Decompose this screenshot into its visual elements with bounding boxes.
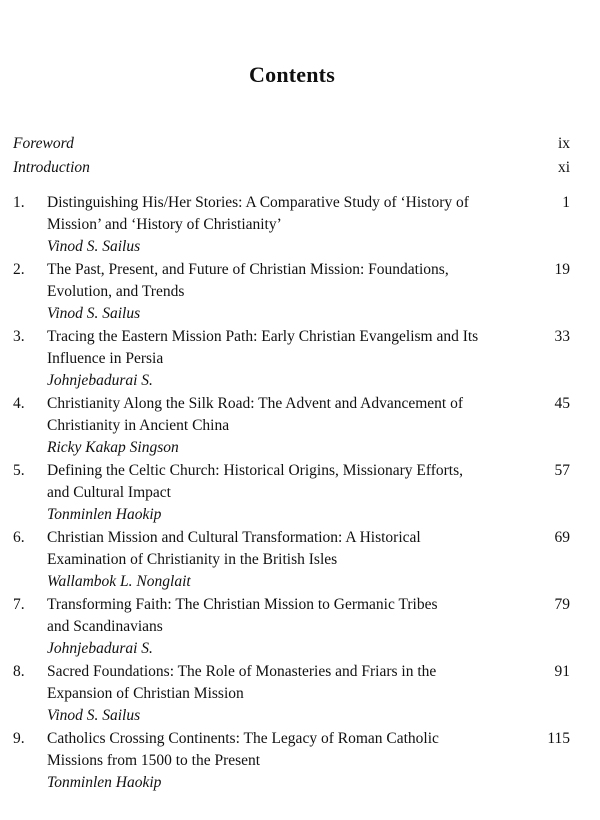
chapter-page: 19 bbox=[554, 261, 570, 278]
chapter-author: Johnjebadurai S. bbox=[47, 640, 153, 657]
chapter-title-line: The Past, Present, and Future of Christian Mission: Foundations, bbox=[47, 261, 449, 278]
toc-entry-6 bbox=[13, 527, 570, 593]
chapter-title-line: Sacred Foundations: The Role of Monasteries and Friars in the bbox=[47, 663, 437, 680]
chapter-page: 57 bbox=[554, 462, 570, 479]
chapter-number: 4. bbox=[13, 395, 25, 412]
toc-entry-9 bbox=[13, 728, 570, 794]
chapter-title-line: Christian Mission and Cultural Transformation: A Historical bbox=[47, 529, 421, 546]
toc-entry-7 bbox=[13, 594, 570, 660]
chapter-page: 1 bbox=[562, 194, 570, 211]
chapter-page: 79 bbox=[554, 596, 570, 613]
chapter-page: 45 bbox=[554, 395, 570, 412]
chapter-page: 91 bbox=[554, 663, 570, 680]
chapter-title-line: and Cultural Impact bbox=[47, 484, 171, 501]
toc-entry-8 bbox=[13, 661, 570, 727]
chapter-title-line: Examination of Christianity in the British Isles bbox=[47, 551, 338, 568]
front-matter-introduction bbox=[13, 159, 570, 181]
chapter-title-line: Evolution, and Trends bbox=[47, 283, 185, 300]
chapter-author: Tonminlen Haokip bbox=[47, 774, 162, 791]
toc-entry-2 bbox=[13, 259, 570, 325]
front-matter-page: xi bbox=[557, 159, 570, 176]
chapter-number: 2. bbox=[13, 261, 25, 278]
chapter-author: Tonminlen Haokip bbox=[47, 506, 162, 523]
toc-entry-1 bbox=[13, 192, 570, 258]
chapter-author: Ricky Kakap Singson bbox=[47, 439, 179, 456]
chapter-page: 115 bbox=[547, 730, 570, 747]
chapter-number: 9. bbox=[13, 730, 25, 747]
toc-entry-3 bbox=[13, 326, 570, 392]
chapter-number: 6. bbox=[13, 529, 25, 546]
toc-entry-5 bbox=[13, 460, 570, 526]
chapter-number: 1. bbox=[13, 194, 25, 211]
chapter-number: 8. bbox=[13, 663, 25, 680]
chapter-number: 3. bbox=[13, 328, 25, 345]
chapter-page: 33 bbox=[554, 328, 570, 345]
toc-entry-4 bbox=[13, 393, 570, 459]
chapter-title-line: Expansion of Christian Mission bbox=[47, 685, 244, 702]
chapter-author: Wallambok L. Nonglait bbox=[47, 573, 191, 590]
chapter-title-line: Distinguishing His/Her Stories: A Comparative Study of ‘History of bbox=[47, 194, 469, 211]
chapter-title-line: Christianity in Ancient China bbox=[47, 417, 230, 434]
chapter-title-line: Defining the Celtic Church: Historical Origins, Missionary Efforts, bbox=[47, 462, 463, 479]
front-matter-foreword bbox=[13, 135, 570, 157]
chapter-number: 7. bbox=[13, 596, 25, 613]
chapter-title-line: Christianity Along the Silk Road: The Advent and Advancement of bbox=[47, 395, 464, 412]
chapter-title-line: Tracing the Eastern Mission Path: Early Christian Evangelism and Its bbox=[47, 328, 479, 345]
chapter-page: 69 bbox=[554, 529, 570, 546]
chapter-title-line: Influence in Persia bbox=[47, 350, 164, 367]
front-matter-label: Introduction bbox=[13, 159, 90, 176]
front-matter-page: ix bbox=[557, 135, 570, 152]
chapter-title-line: and Scandinavians bbox=[47, 618, 163, 635]
chapter-number: 5. bbox=[13, 462, 25, 479]
chapter-title-line: Mission’ and ‘History of Christianity’ bbox=[47, 216, 282, 233]
chapter-author: Vinod S. Sailus bbox=[47, 238, 141, 255]
chapter-author: Vinod S. Sailus bbox=[47, 707, 141, 724]
front-matter-label: Foreword bbox=[13, 135, 74, 152]
chapter-author: Johnjebadurai S. bbox=[47, 372, 153, 389]
chapter-title-line: Catholics Crossing Continents: The Legacy of Roman Catholic bbox=[47, 730, 439, 747]
chapter-title-line: Missions from 1500 to the Present bbox=[47, 752, 261, 769]
chapter-author: Vinod S. Sailus bbox=[47, 305, 141, 322]
page-title: Contents bbox=[249, 62, 335, 87]
chapter-title-line: Transforming Faith: The Christian Mission to Germanic Tribes bbox=[47, 596, 438, 613]
